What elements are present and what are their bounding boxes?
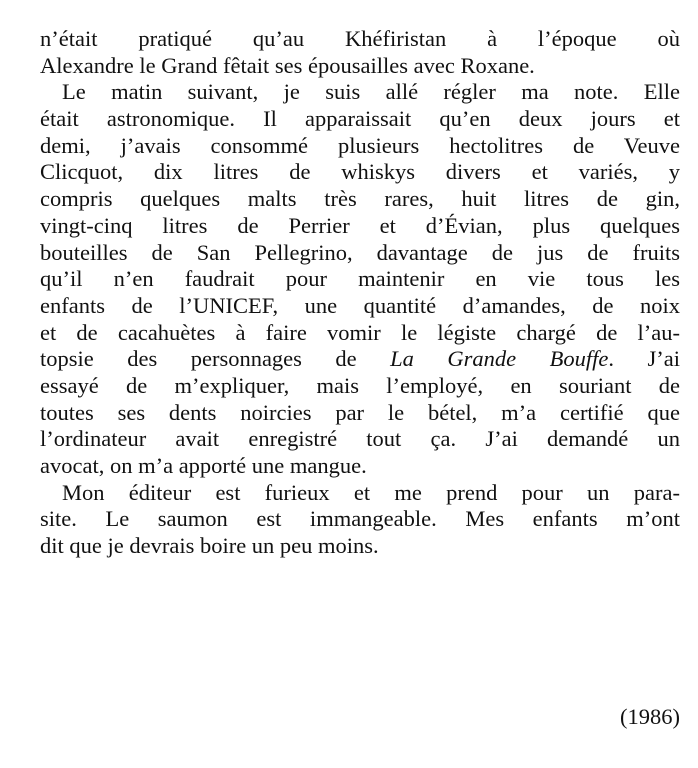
book-title-italic: La Grande Bouffe [390, 346, 609, 372]
publication-year: (1986) [620, 704, 680, 729]
text-line: dit que je devrais boire un peu moins. [40, 533, 379, 559]
text-line: n’était pratiqué qu’au Khéfiristan à l’époque où [40, 26, 680, 51]
text-line: Clicquot, dix litres de whiskys divers et variés, y [40, 159, 680, 185]
text-line-with-title [40, 346, 680, 373]
text-line: bouteilles de San Pellegrino, davantage de jus de fruits [40, 239, 680, 265]
text-line: demi, j’avais consommé plusieurs hectolitres de Veuve [40, 132, 680, 158]
text-line: Le matin suivant, je suis allé régler ma note. Elle [62, 79, 680, 105]
text-line: Alexandre le Grand fêtait ses épousailles avec Roxane. [40, 52, 535, 78]
text-line: essayé de m’expliquer, mais l’employé, en souriant de [40, 372, 680, 398]
text-line: vingt-cinq litres de Perrier et d’Évian, plus quelques [40, 212, 680, 238]
text-line: était astronomique. Il apparaissait qu’en deux jours et [40, 106, 680, 132]
text-line: Mon éditeur est furieux et me prend pour un para- [62, 479, 680, 505]
text-line: compris quelques malts très rares, huit litres de gin, [40, 186, 680, 212]
text-line: qu’il n’en faudrait pour maintenir en vie tous les [40, 266, 680, 292]
text-line: avocat, on m’a apporté une mangue. [40, 453, 367, 478]
text-line: enfants de l’UNICEF, une quantité d’amandes, de noix [40, 292, 680, 318]
text-segment: topsie des personnages de [40, 346, 391, 372]
text-line: toutes ses dents noircies par le bétel, m’a certifié que [40, 399, 680, 425]
text-segment: . J’ai [608, 346, 680, 372]
text-line: site. Le saumon est immangeable. Mes enfants m’ont [40, 506, 680, 532]
text-line: et de cacahuètes à faire vomir le légiste chargé de l’au- [40, 319, 680, 345]
text-line: l’ordinateur avait enregistré tout ça. J’ai demandé un [40, 426, 680, 452]
book-page-text [40, 26, 680, 560]
